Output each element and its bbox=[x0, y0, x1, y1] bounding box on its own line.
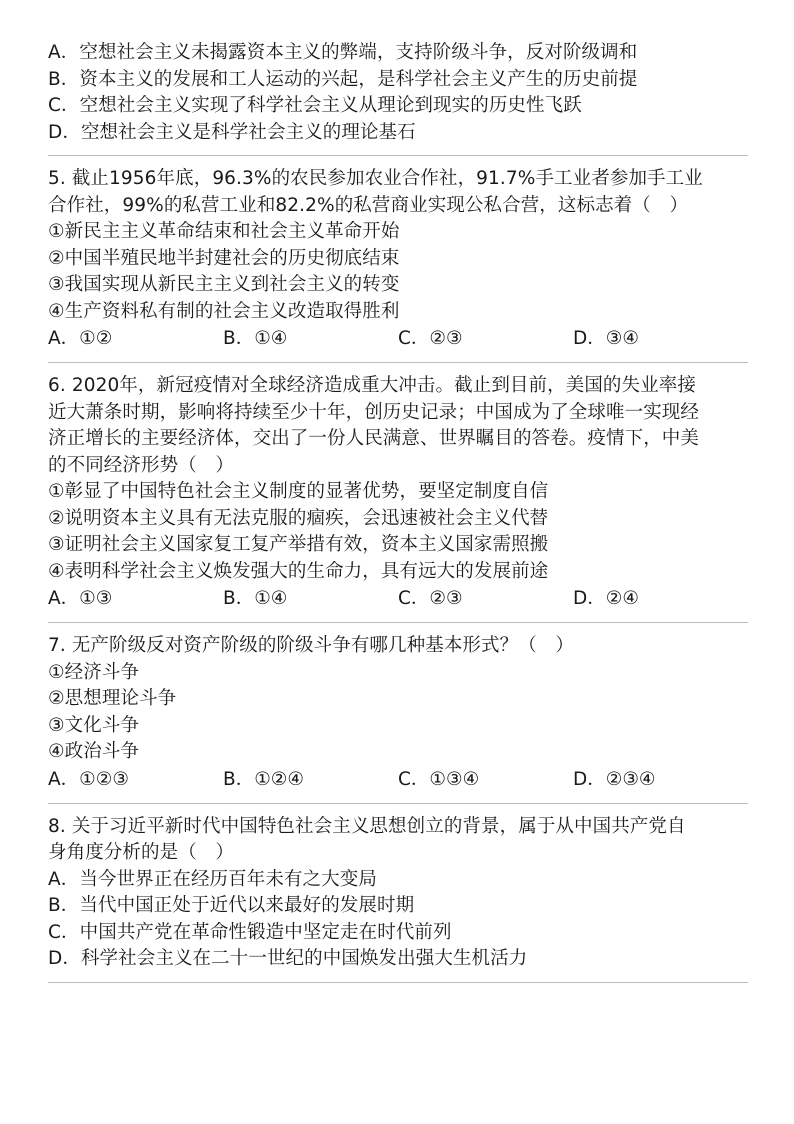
statement-3: ③证明社会主义国家复工复产举措有效，资本主义国家需照搬 bbox=[48, 534, 549, 555]
question-4-options bbox=[48, 40, 748, 146]
question-stem: 6. 2020年，新冠疫情对全球经济造成重大冲击。截止到目前，美国的失业率接 bbox=[48, 375, 696, 396]
option-a: A．①③ bbox=[48, 588, 113, 609]
option-b: B．①④ bbox=[223, 588, 288, 609]
question-8 bbox=[48, 814, 748, 973]
divider bbox=[48, 803, 748, 804]
option-c: C．②③ bbox=[398, 328, 463, 349]
option-c: C．②③ bbox=[398, 588, 463, 609]
question-stem: 的不同经济形势（ ） bbox=[48, 454, 235, 476]
question-5 bbox=[48, 166, 748, 353]
option-b: B．资本主义的发展和工人运动的兴起，是科学社会主义产生的历史前提 bbox=[48, 68, 638, 90]
option-a: A．当今世界正在经历百年未有之大变局 bbox=[48, 868, 377, 890]
statement-4: ④表明科学社会主义焕发强大的生命力，具有远大的发展前途 bbox=[48, 560, 549, 582]
statement-1: ①新民主主义革命结束和社会主义革命开始 bbox=[48, 221, 400, 242]
option-a: A．空想社会主义未揭露资本主义的弊端，支持阶级斗争，反对阶级调和 bbox=[48, 42, 638, 63]
statement-2: ②中国半殖民地半封建社会的历史彻底结束 bbox=[48, 247, 400, 269]
divider bbox=[48, 362, 748, 363]
answer-options bbox=[48, 325, 748, 353]
option-b: B．①②④ bbox=[223, 768, 304, 790]
option-c: C．中国共产党在革命性锻造中坚定走在时代前列 bbox=[48, 921, 452, 943]
question-stem: 7. 无产阶级反对资产阶级的阶级斗争有哪几种基本形式？（ ） bbox=[48, 635, 575, 656]
statement-3: ③我国实现从新民主主义到社会主义的转变 bbox=[48, 274, 400, 295]
divider bbox=[48, 155, 748, 156]
question-stem: 合作社，99%的私营工业和82.2%的私营商业实现公私合营，这标志着（ ） bbox=[48, 194, 689, 216]
question-stem: 8. 关于习近平新时代中国特色社会主义思想创立的背景，属于从中国共产党自 bbox=[48, 815, 686, 837]
option-c: C．空想社会主义实现了科学社会主义从理论到现实的历史性飞跃 bbox=[48, 95, 582, 116]
question-stem: 济正增长的主要经济体，交出了一份人民满意、世界瞩目的答卷。疫情下，中美 bbox=[48, 428, 700, 449]
question-stem: 近大萧条时期，影响将持续至少十年，创历史记录；中国成为了全球唯一实现经 bbox=[48, 401, 700, 423]
statement-1: ①彰显了中国特色社会主义制度的显著优势，要坚定制度自信 bbox=[48, 481, 549, 502]
option-d: D．空想社会主义是科学社会主义的理论基石 bbox=[48, 121, 416, 143]
statement-2: ②思想理论斗争 bbox=[48, 688, 177, 709]
option-a: A．①② bbox=[48, 328, 113, 349]
question-stem: 身角度分析的是（ ） bbox=[48, 842, 235, 863]
statement-4: ④政治斗争 bbox=[48, 741, 140, 762]
question-7 bbox=[48, 633, 748, 794]
statement-2: ②说明资本主义具有无法克服的痼疾，会迅速被社会主义代替 bbox=[48, 507, 549, 529]
answer-options bbox=[48, 585, 748, 613]
option-d: D．③④ bbox=[573, 328, 639, 349]
option-b: B．当代中国正处于近代以来最好的发展时期 bbox=[48, 895, 415, 916]
option-c: C．①③④ bbox=[398, 768, 480, 790]
question-6 bbox=[48, 373, 748, 613]
divider bbox=[48, 982, 748, 983]
option-d: D．科学社会主义在二十一世纪的中国焕发出强大生机活力 bbox=[48, 948, 528, 969]
exam-page bbox=[48, 40, 748, 993]
option-d: D．②③④ bbox=[573, 768, 656, 790]
statement-3: ③文化斗争 bbox=[48, 714, 140, 736]
option-d: D．②④ bbox=[573, 588, 639, 609]
question-stem: 5. 截止1956年底，96.3%的农民参加农业合作社，91.7%手工业者参加手工业 bbox=[48, 168, 703, 189]
statement-1: ①经济斗争 bbox=[48, 661, 140, 683]
option-a: A．①②③ bbox=[48, 768, 129, 790]
answer-options bbox=[48, 766, 748, 794]
statement-4: ④生产资料私有制的社会主义改造取得胜利 bbox=[48, 300, 400, 322]
option-b: B．①④ bbox=[223, 328, 288, 349]
divider bbox=[48, 622, 748, 623]
